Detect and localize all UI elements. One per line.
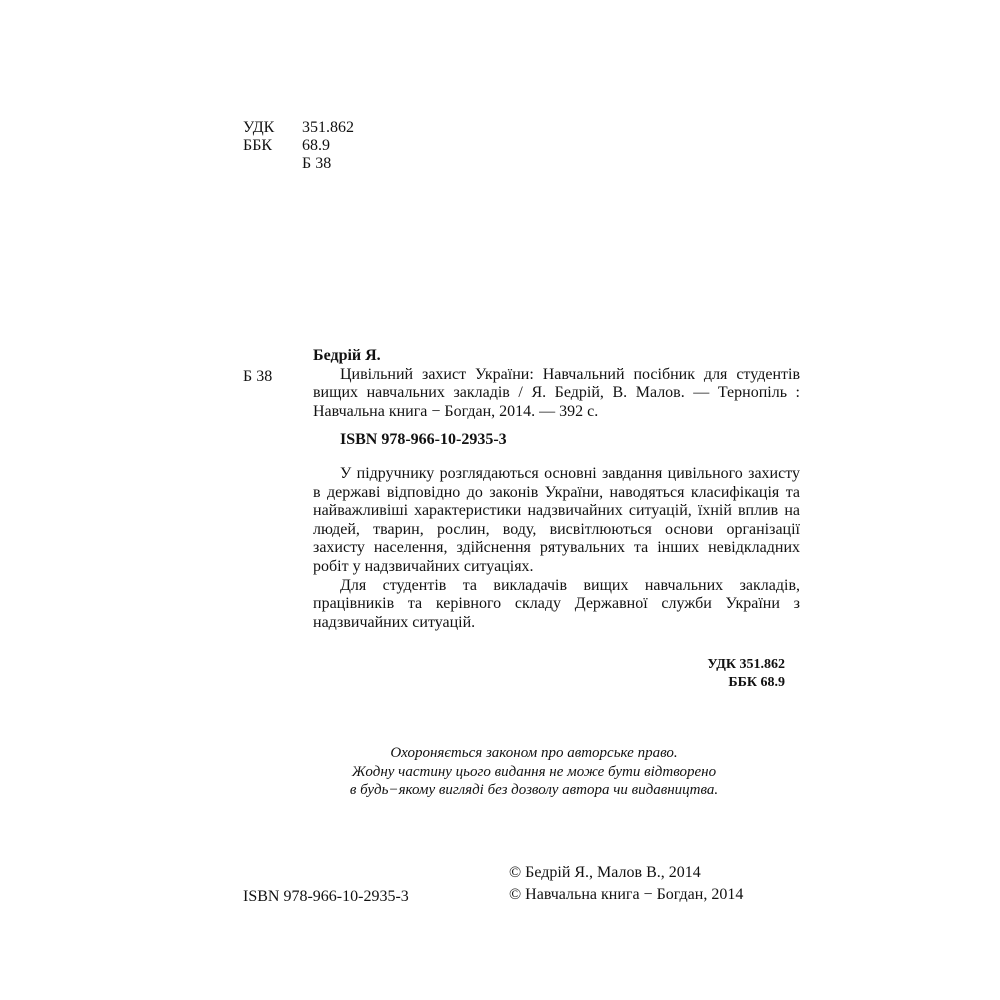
annotation-paragraph-1: У підручнику розглядаються основні завдання цивільного захисту в державі відповідно до законів України, наводяться класифікація та найважливіші характеристики надзвичайних ситуацій, їхній вплив на людей, тварин, рослин, воду, висвітлюються основи організації захисту населення, здійснення рятувальних та інших невідкладних робіт у надзвичайних ситуаціях.: [313, 465, 800, 575]
udk-value: 351.862: [302, 119, 354, 136]
udk-label: УДК: [243, 119, 275, 136]
copyright-line-2: © Навчальна книга − Богдан, 2014: [509, 886, 744, 903]
author-mark: Б 38: [302, 155, 332, 172]
footer-isbn: ISBN 978-966-10-2935-3: [243, 888, 409, 905]
rights-line-1: Охороняється законом про авторське право.: [390, 745, 678, 761]
annotation: [313, 465, 800, 632]
bib-side-mark: Б 38: [243, 368, 273, 385]
bbk-label: ББК: [243, 137, 273, 154]
index-udk: УДК 351.862: [707, 657, 785, 672]
index-bbk: ББК 68.9: [728, 675, 785, 690]
bibliographic-record: [313, 347, 800, 421]
rights-line-3: в будь−якому вигляді без дозволу автора чи видавництва.: [349, 782, 719, 798]
annotation-paragraph-2: Для студентів та викладачів вищих навчальних закладів, працівників та керівного складу Державної служби України з надзвичайних ситуацій.: [313, 576, 800, 631]
bbk-value: 68.9: [302, 137, 330, 154]
copyright-line-1: © Бедрій Я., Малов В., 2014: [509, 864, 701, 881]
bib-description: Цивільний захист України: Навчальний посібник для студентів вищих навчальних закладів / Я. Бедрій, В. Малов. — Тернопіль : Навчальна книга − Богдан, 2014. — 392 с.: [313, 365, 800, 420]
bib-author: Бедрій Я.: [313, 347, 381, 364]
bib-isbn: ISBN 978-966-10-2935-3: [340, 431, 507, 448]
rights-line-2: Жодну частину цього видання не може бути відтворено: [351, 763, 717, 780]
rights-notice: [300, 744, 768, 800]
copyright-block: [509, 862, 743, 906]
